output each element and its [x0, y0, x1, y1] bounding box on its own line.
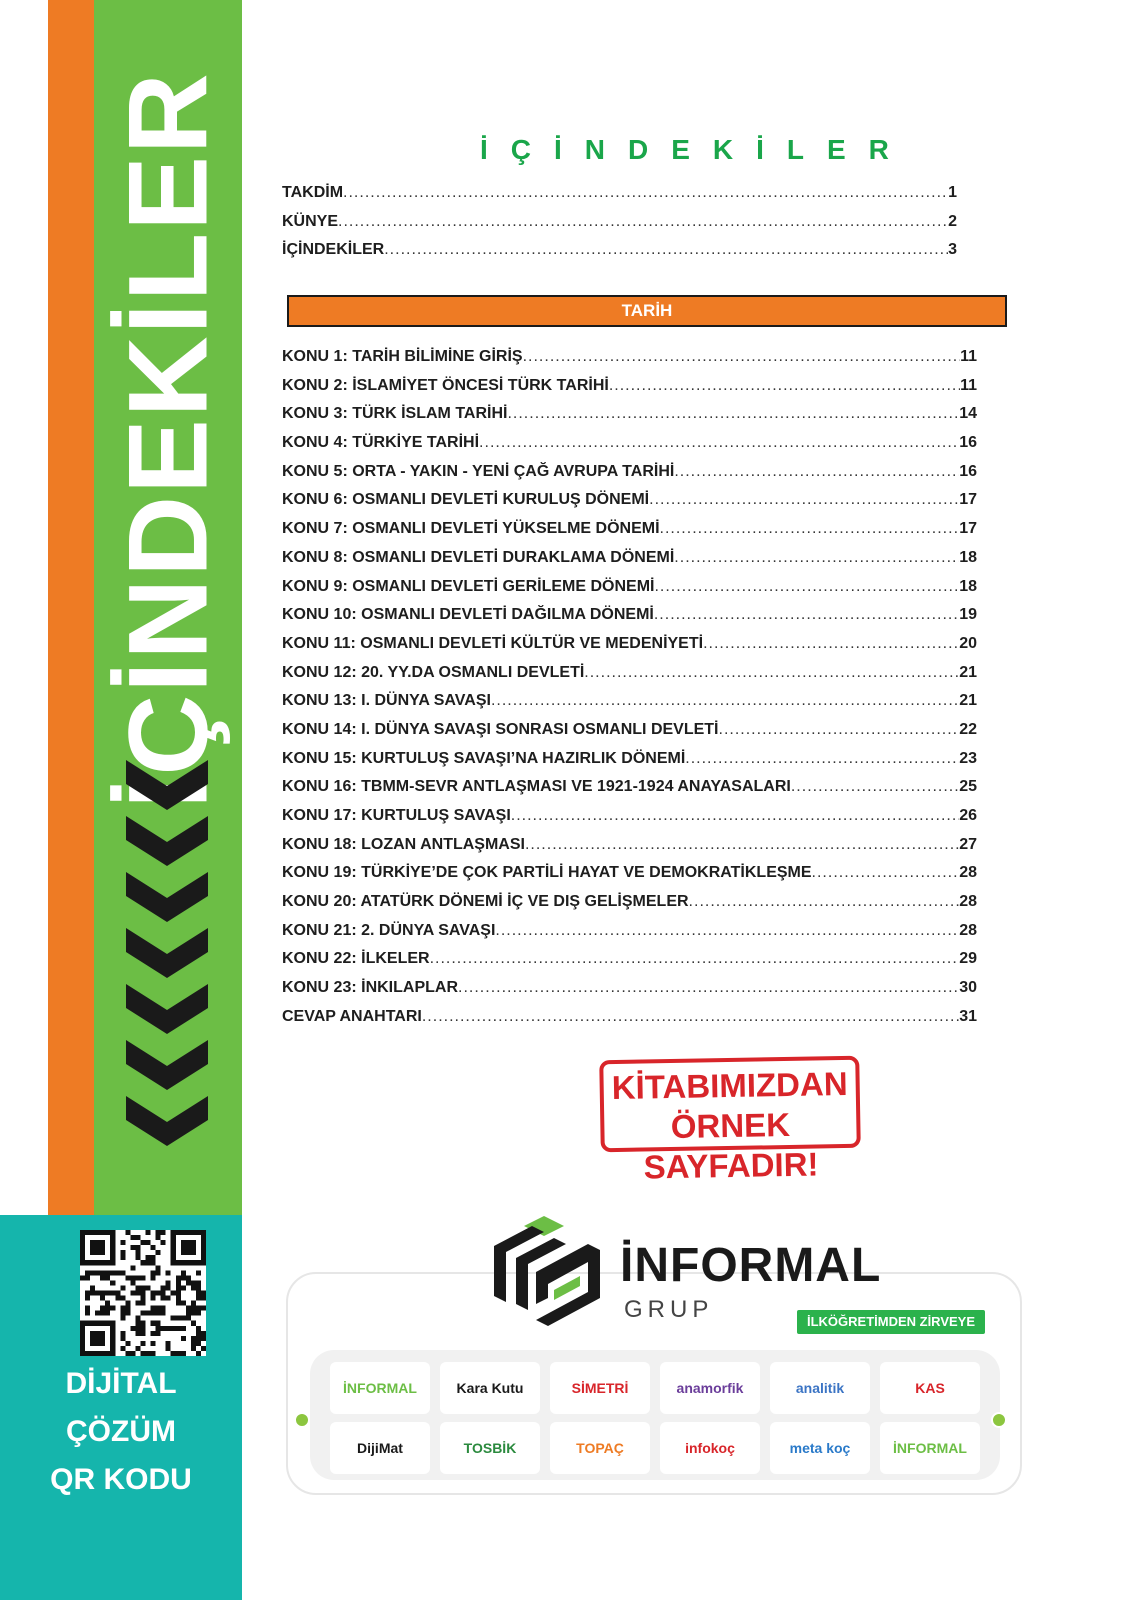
toc-entry-page: 30	[959, 979, 977, 997]
publisher-logo: İNFORMAL	[880, 1422, 980, 1474]
toc-entry-title: KONU 16: TBMM-SEVR ANTLAŞMASI VE 1921-1924 ANAYASALARI	[282, 778, 791, 796]
toc-entry-page: 28	[959, 864, 977, 882]
section-header: TARİH	[287, 295, 1007, 327]
toc-entry[interactable]	[282, 979, 977, 1008]
toc-leader-dots	[674, 463, 959, 481]
toc-leader-dots	[660, 520, 960, 538]
topic-list	[282, 348, 977, 1037]
toc-entry[interactable]	[282, 721, 977, 750]
toc-entry-page: 28	[959, 893, 977, 911]
toc-entry-title: KONU 8: OSMANLI DEVLETİ DURAKLAMA DÖNEMİ	[282, 548, 675, 566]
toc-leader-dots	[685, 750, 959, 768]
publisher-logo: KAS	[880, 1362, 980, 1414]
toc-entry-title: KONU 12: 20. YY.DA OSMANLI DEVLETİ	[282, 663, 585, 681]
toc-entry-title: KONU 11: OSMANLI DEVLETİ KÜLTÜR VE MEDENİYETİ	[282, 634, 704, 652]
toc-leader-dots	[523, 348, 960, 366]
toc-entry-title: TAKDİM	[282, 184, 344, 201]
toc-entry-page: 20	[959, 634, 977, 652]
toc-entry-page: 14	[959, 405, 977, 423]
toc-leader-dots	[674, 549, 959, 567]
toc-leader-dots	[430, 950, 960, 968]
toc-entry-title: KONU 13: I. DÜNYA SAVAŞI	[282, 692, 491, 710]
toc-entry-title: KONU 1: TARİH BİLİMİNE GİRİŞ	[282, 348, 523, 365]
toc-leader-dots	[791, 778, 959, 796]
toc-entry-page: 3	[948, 241, 957, 259]
toc-leader-dots	[343, 184, 948, 202]
toc-entry-page: 21	[959, 692, 977, 710]
toc-entry-page: 17	[959, 520, 977, 538]
toc-entry[interactable]	[282, 922, 977, 951]
toc-entry-title: KÜNYE	[282, 212, 339, 230]
qr-caption	[0, 1360, 242, 1504]
toc-entry-page: 26	[959, 807, 977, 824]
toc-entry-page: 29	[959, 950, 977, 968]
toc-entry-page: 25	[959, 778, 977, 796]
publisher-logo: DijiMat	[330, 1422, 430, 1474]
toc-entry-page: 11	[960, 376, 977, 394]
toc-entry[interactable]	[282, 1008, 977, 1037]
toc-entry[interactable]	[282, 520, 977, 549]
chevrons-icon	[126, 760, 208, 1152]
toc-entry-title: KONU 7: OSMANLI DEVLETİ YÜKSELME DÖNEMİ	[282, 520, 660, 538]
toc-leader-dots	[654, 606, 959, 624]
toc-entry[interactable]	[282, 549, 977, 578]
toc-entry-title: CEVAP ANAHTARI	[282, 1007, 422, 1025]
toc-entry[interactable]	[282, 578, 977, 607]
toc-entry-title: KONU 19: TÜRKİYE’DE ÇOK PARTİLİ HAYAT VE DEMOKRATİKLEŞME	[282, 864, 812, 882]
toc-entry-title: KONU 9: OSMANLI DEVLETİ GERİLEME DÖNEMİ	[282, 577, 655, 595]
toc-entry-page: 17	[959, 491, 977, 509]
toc-entry-page: 31	[959, 1007, 977, 1025]
qr-caption-line: ÇÖZÜM	[66, 1415, 176, 1448]
qr-caption-line: DİJİTAL	[65, 1367, 177, 1400]
toc-entry-title: KONU 21: 2. DÜNYA SAVAŞI	[282, 921, 496, 939]
toc-entry-page: 16	[959, 434, 977, 452]
toc-entry[interactable]	[282, 893, 977, 922]
toc-entry-page: 23	[959, 749, 977, 767]
toc-leader-dots	[719, 721, 960, 739]
toc-entry[interactable]	[282, 241, 957, 270]
toc-entry-title: KONU 17: KURTULUŞ SAVAŞI	[282, 807, 511, 824]
toc-entry-page: 28	[959, 921, 977, 939]
toc-entry-title: KONU 6: OSMANLI DEVLETİ KURULUŞ DÖNEMİ	[282, 491, 650, 509]
publisher-logo: analitik	[770, 1362, 870, 1414]
toc-entry-page: 19	[959, 606, 977, 624]
orange-strip	[48, 0, 94, 1215]
toc-leader-dots	[511, 807, 959, 825]
toc-entry[interactable]	[282, 807, 977, 836]
toc-leader-dots	[689, 893, 960, 911]
toc-entry-title: KONU 18: LOZAN ANTLAŞMASI	[282, 835, 525, 853]
stamp-line: ÖRNEK SAYFADIR!	[643, 1105, 819, 1186]
stamp-line: KİTABIMIZDAN	[611, 1064, 848, 1107]
toc-entry-title: KONU 5: ORTA - YAKIN - YENİ ÇAĞ AVRUPA TARİHİ	[282, 462, 675, 480]
toc-entry[interactable]	[282, 463, 977, 492]
toc-entry[interactable]	[282, 377, 977, 406]
toc-leader-dots	[609, 377, 960, 395]
toc-leader-dots	[491, 692, 959, 710]
toc-entry-title: KONU 3: TÜRK İSLAM TARİHİ	[282, 405, 508, 423]
toc-entry-page: 11	[960, 348, 977, 365]
toc-entry-page: 18	[959, 548, 977, 566]
publisher-logo: anamorfik	[660, 1362, 760, 1414]
toc-entry[interactable]	[282, 434, 977, 463]
toc-leader-dots	[525, 836, 959, 854]
toc-entry-page: 21	[959, 663, 977, 681]
toc-entry-title: KONU 10: OSMANLI DEVLETİ DAĞILMA DÖNEMİ	[282, 606, 654, 624]
publisher-logos	[330, 1362, 990, 1474]
toc-entry[interactable]	[282, 836, 977, 865]
qr-code-icon[interactable]	[80, 1230, 206, 1356]
toc-entry[interactable]	[282, 491, 977, 520]
toc-leader-dots	[384, 241, 948, 259]
toc-entry[interactable]	[282, 864, 977, 893]
toc-entry[interactable]	[282, 950, 977, 979]
toc-entry-title: KONU 14: I. DÜNYA SAVAŞI SONRASI OSMANLI DEVLETİ	[282, 720, 719, 738]
toc-entry-page: 16	[959, 462, 977, 480]
toc-entry[interactable]	[282, 750, 977, 779]
publisher-logo: infokoç	[660, 1422, 760, 1474]
brand-subtitle: GRUP	[624, 1296, 714, 1323]
toc-leader-dots	[495, 922, 959, 940]
qr-caption-line: QR KODU	[50, 1463, 192, 1496]
toc-leader-dots	[422, 1008, 959, 1026]
toc-leader-dots	[507, 405, 959, 423]
publisher-logo: Kara Kutu	[440, 1362, 540, 1414]
toc-entry-page: 22	[959, 720, 977, 738]
frame-dot	[294, 1412, 310, 1428]
toc-leader-dots	[654, 578, 959, 596]
toc-entry[interactable]	[282, 184, 957, 213]
publisher-logo: İNFORMAL	[330, 1362, 430, 1414]
toc-entry-title: KONU 23: İNKILAPLAR	[282, 979, 459, 997]
publisher-logo: TOSBİK	[440, 1422, 540, 1474]
side-title: İÇİNDEKİLER	[105, 71, 231, 809]
toc-leader-dots	[584, 664, 959, 682]
informal-logo-icon	[492, 1214, 602, 1334]
toc-entry[interactable]	[282, 692, 977, 721]
toc-leader-dots	[338, 213, 948, 231]
toc-leader-dots	[812, 864, 960, 882]
toc-entry-page: 27	[959, 835, 977, 853]
toc-entry[interactable]	[282, 405, 977, 434]
toc-entry[interactable]	[282, 778, 977, 807]
toc-entry-title: KONU 2: İSLAMİYET ÖNCESİ TÜRK TARİHİ	[282, 376, 609, 394]
toc-entry-title: KONU 4: TÜRKİYE TARİHİ	[282, 434, 480, 452]
toc-entry-page: 2	[948, 212, 957, 230]
page-title: İÇİNDEKİLER	[480, 134, 912, 165]
brand-slogan: İLKÖĞRETİMDEN ZİRVEYE	[797, 1310, 985, 1334]
toc-entry-title: KONU 15: KURTULUŞ SAVAŞI’NA HAZIRLIK DÖNEMİ	[282, 749, 686, 767]
toc-entry[interactable]	[282, 635, 977, 664]
frame-dot	[991, 1412, 1007, 1428]
toc-entry[interactable]	[282, 213, 957, 242]
publisher-logo: SİMETRİ	[550, 1362, 650, 1414]
toc-entry-title: KONU 22: İLKELER	[282, 950, 430, 968]
toc-entry-title: İÇİNDEKİLER	[282, 241, 385, 259]
sample-page-stamp	[599, 1056, 861, 1186]
toc-leader-dots	[649, 491, 959, 509]
toc-entry-title: KONU 20: ATATÜRK DÖNEMİ İÇ VE DIŞ GELİŞMELER	[282, 893, 689, 911]
toc-entry-page: 1	[948, 184, 957, 201]
brand-wordmark: İNFORMAL	[620, 1239, 882, 1292]
toc-entry-page: 18	[959, 577, 977, 595]
publisher-logo: TOPAÇ	[550, 1422, 650, 1474]
toc-leader-dots	[458, 979, 959, 997]
toc-entry[interactable]	[282, 606, 977, 635]
toc-entry[interactable]	[282, 348, 977, 377]
front-matter-list	[282, 184, 957, 270]
toc-entry[interactable]	[282, 664, 977, 693]
toc-leader-dots	[479, 434, 959, 452]
toc-leader-dots	[703, 635, 959, 653]
publisher-logo: meta koç	[770, 1422, 870, 1474]
